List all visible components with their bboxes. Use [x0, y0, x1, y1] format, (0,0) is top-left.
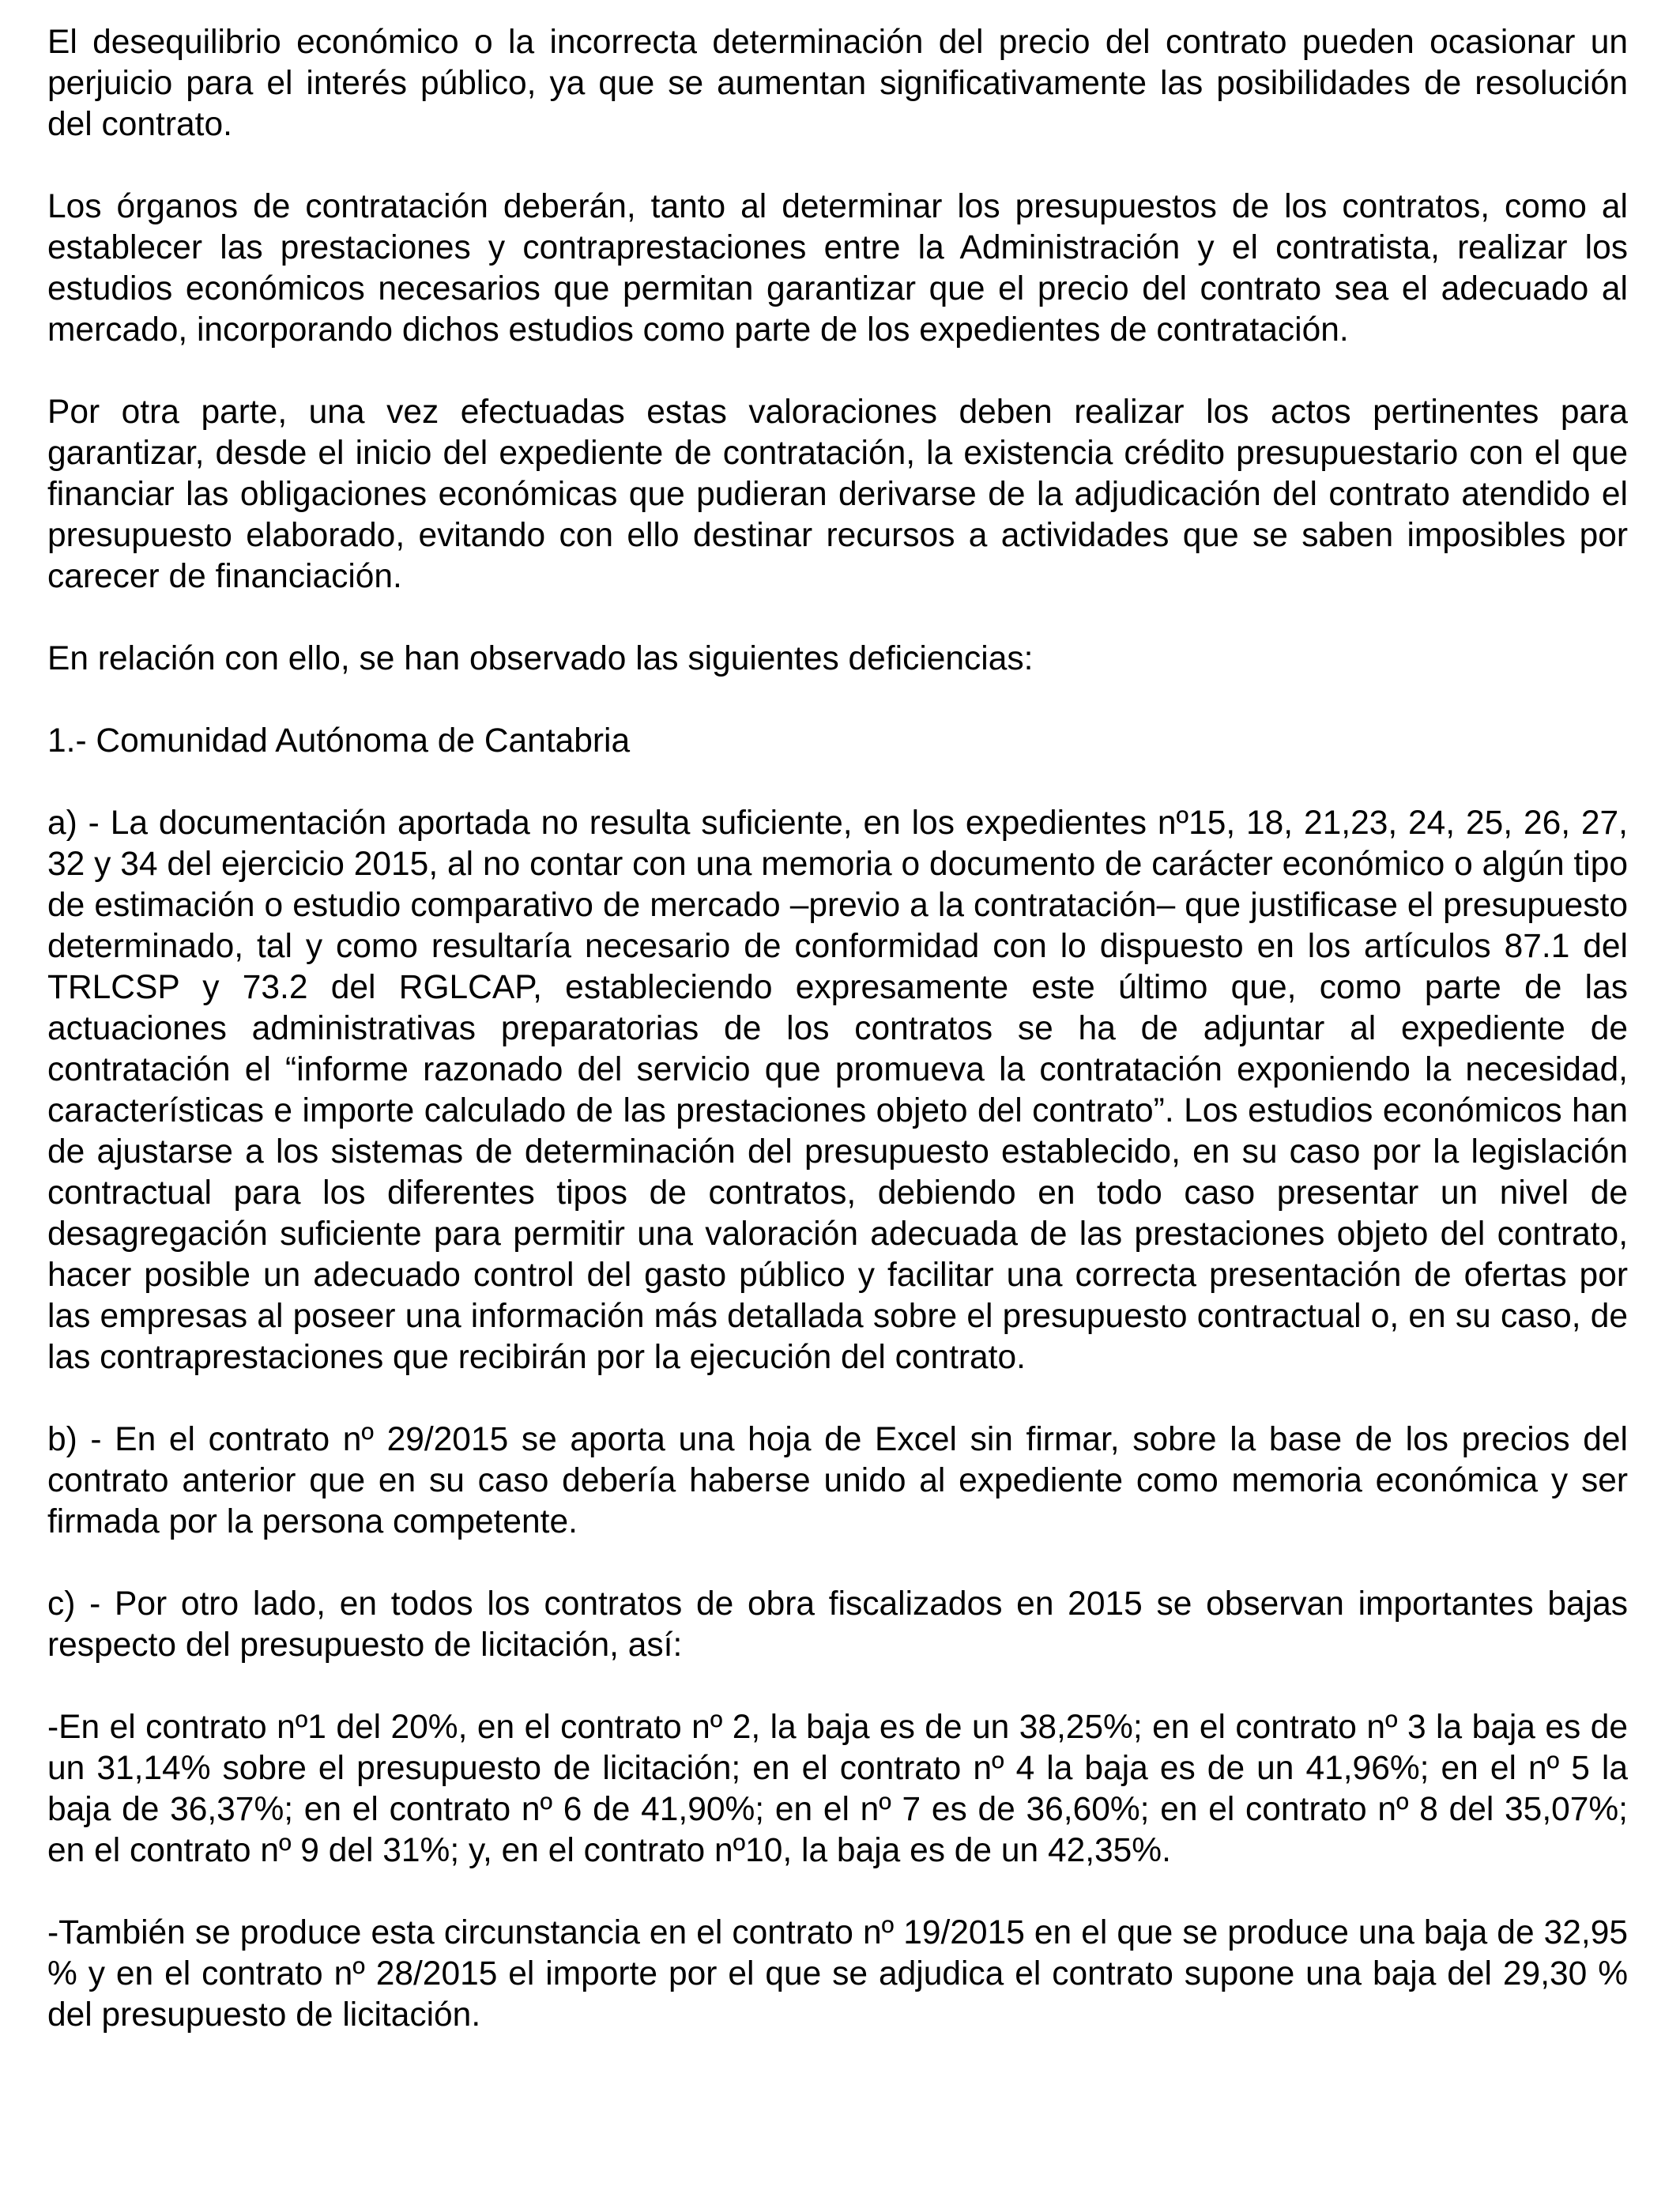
paragraph-deficiencies-intro: En relación con ello, se han observado las siguientes deficiencias: — [47, 640, 1034, 677]
section-heading-cantabria: 1.- Comunidad Autónoma de Cantabria — [47, 722, 631, 760]
paragraph-economic-imbalance: El desequilibrio económico o la incorrecta determinación del precio del contrato pueden ocasionar un perjuicio para el interés público, ya que se aumentan significativamente las posibilidades de resolución del contrato. — [47, 24, 1628, 143]
paragraph-item-c: c) - Por otro lado, en todos los contratos de obra fiscalizados en 2015 se observan importantes bajas respecto del presupuesto de licitación, así: — [47, 1585, 1628, 1664]
paragraph-budget-credit: Por otra parte, una vez efectuadas estas valoraciones deben realizar los actos pertinentes para garantizar, desde el inicio del expediente de contratación, la existencia crédito presupuestario con el que financiar las obligaciones económicas que pudieran derivarse de la adjudicación del contrato atendido el presupuesto elaborado, evitando con ello destinar recursos a actividades que se saben imposibles por carecer de financiación. — [47, 394, 1628, 595]
paragraph-bajas-additional: -También se produce esta circunstancia en el contrato nº 19/2015 en el que se produce una baja de 32,95 % y en el contrato nº 28/2015 el importe por el que se adjudica el contrato supone una baja del 29,30 % del presupuesto de licitación. — [47, 1914, 1628, 2034]
document-page — [47, 22, 1628, 2036]
paragraph-item-b: b) - En el contrato nº 29/2015 se aporta una hoja de Excel sin firmar, sobre la base de los precios del contrato anterior que en su caso debería haberse unido al expediente como memoria económica y ser firmada por la persona competente. — [47, 1421, 1628, 1540]
paragraph-bajas-list: -En el contrato nº1 del 20%, en el contrato nº 2, la baja es de un 38,25%; en el contrato nº 3 la baja es de un 31,14% sobre el presupuesto de licitación; en el contrato nº 4 la baja es de un 41,96%; en el nº 5 la baja de 36,37%; en el contrato nº 6 de 41,90%; en el nº 7 es de 36,60%; en el contrato nº 8 del 35,07%; en el contrato nº 9 del 31%; y, en el contrato nº10, la baja es de un 42,35%. — [47, 1709, 1628, 1869]
paragraph-contracting-bodies: Los órganos de contratación deberán, tanto al determinar los presupuestos de los contratos, como al establecer las prestaciones y contraprestaciones entre la Administración y el contratista, realizar los estudios económicos necesarios que permitan garantizar que el precio del contrato sea el adecuado al mercado, incorporando dichos estudios como parte de los expedientes de contratación. — [47, 188, 1628, 349]
paragraph-item-a: a) - La documentación aportada no resulta suficiente, en los expedientes nº15, 18, 21,23, 24, 25, 26, 27, 32 y 34 del ejercicio 2015, al no contar con una memoria o documento de carácter económico o algún tipo de estimación o estudio comparativo de mercado –previo a la contratación– que justificase el presupuesto determinado, tal y como resultaría necesario de conformidad con lo dispuesto en los artículos 87.1 del TRLCSP y 73.2 del RGLCAP, estableciendo expresamente este último que, como parte de las actuaciones administrativas preparatorias de los contratos se ha de adjuntar al expediente de contratación el “informe razonado del servicio que promueva la contratación exponiendo la necesidad, características e importe calculado de las prestaciones objeto del contrato”. Los estudios económicos han de ajustarse a los sistemas de determinación del presupuesto establecido, en su caso por la legislación contractual para los diferentes tipos de contratos, debiendo en todo caso presentar un nivel de desagregación suficiente para permitir una valoración adecuada de las prestaciones objeto del contrato, hacer posible un adecuado control del gasto público y facilitar una correcta presentación de ofertas por las empresas al poseer una información más detallada sobre el presupuesto contractual o, en su caso, de las contraprestaciones que recibirán por la ejecución del contrato. — [47, 805, 1628, 1376]
